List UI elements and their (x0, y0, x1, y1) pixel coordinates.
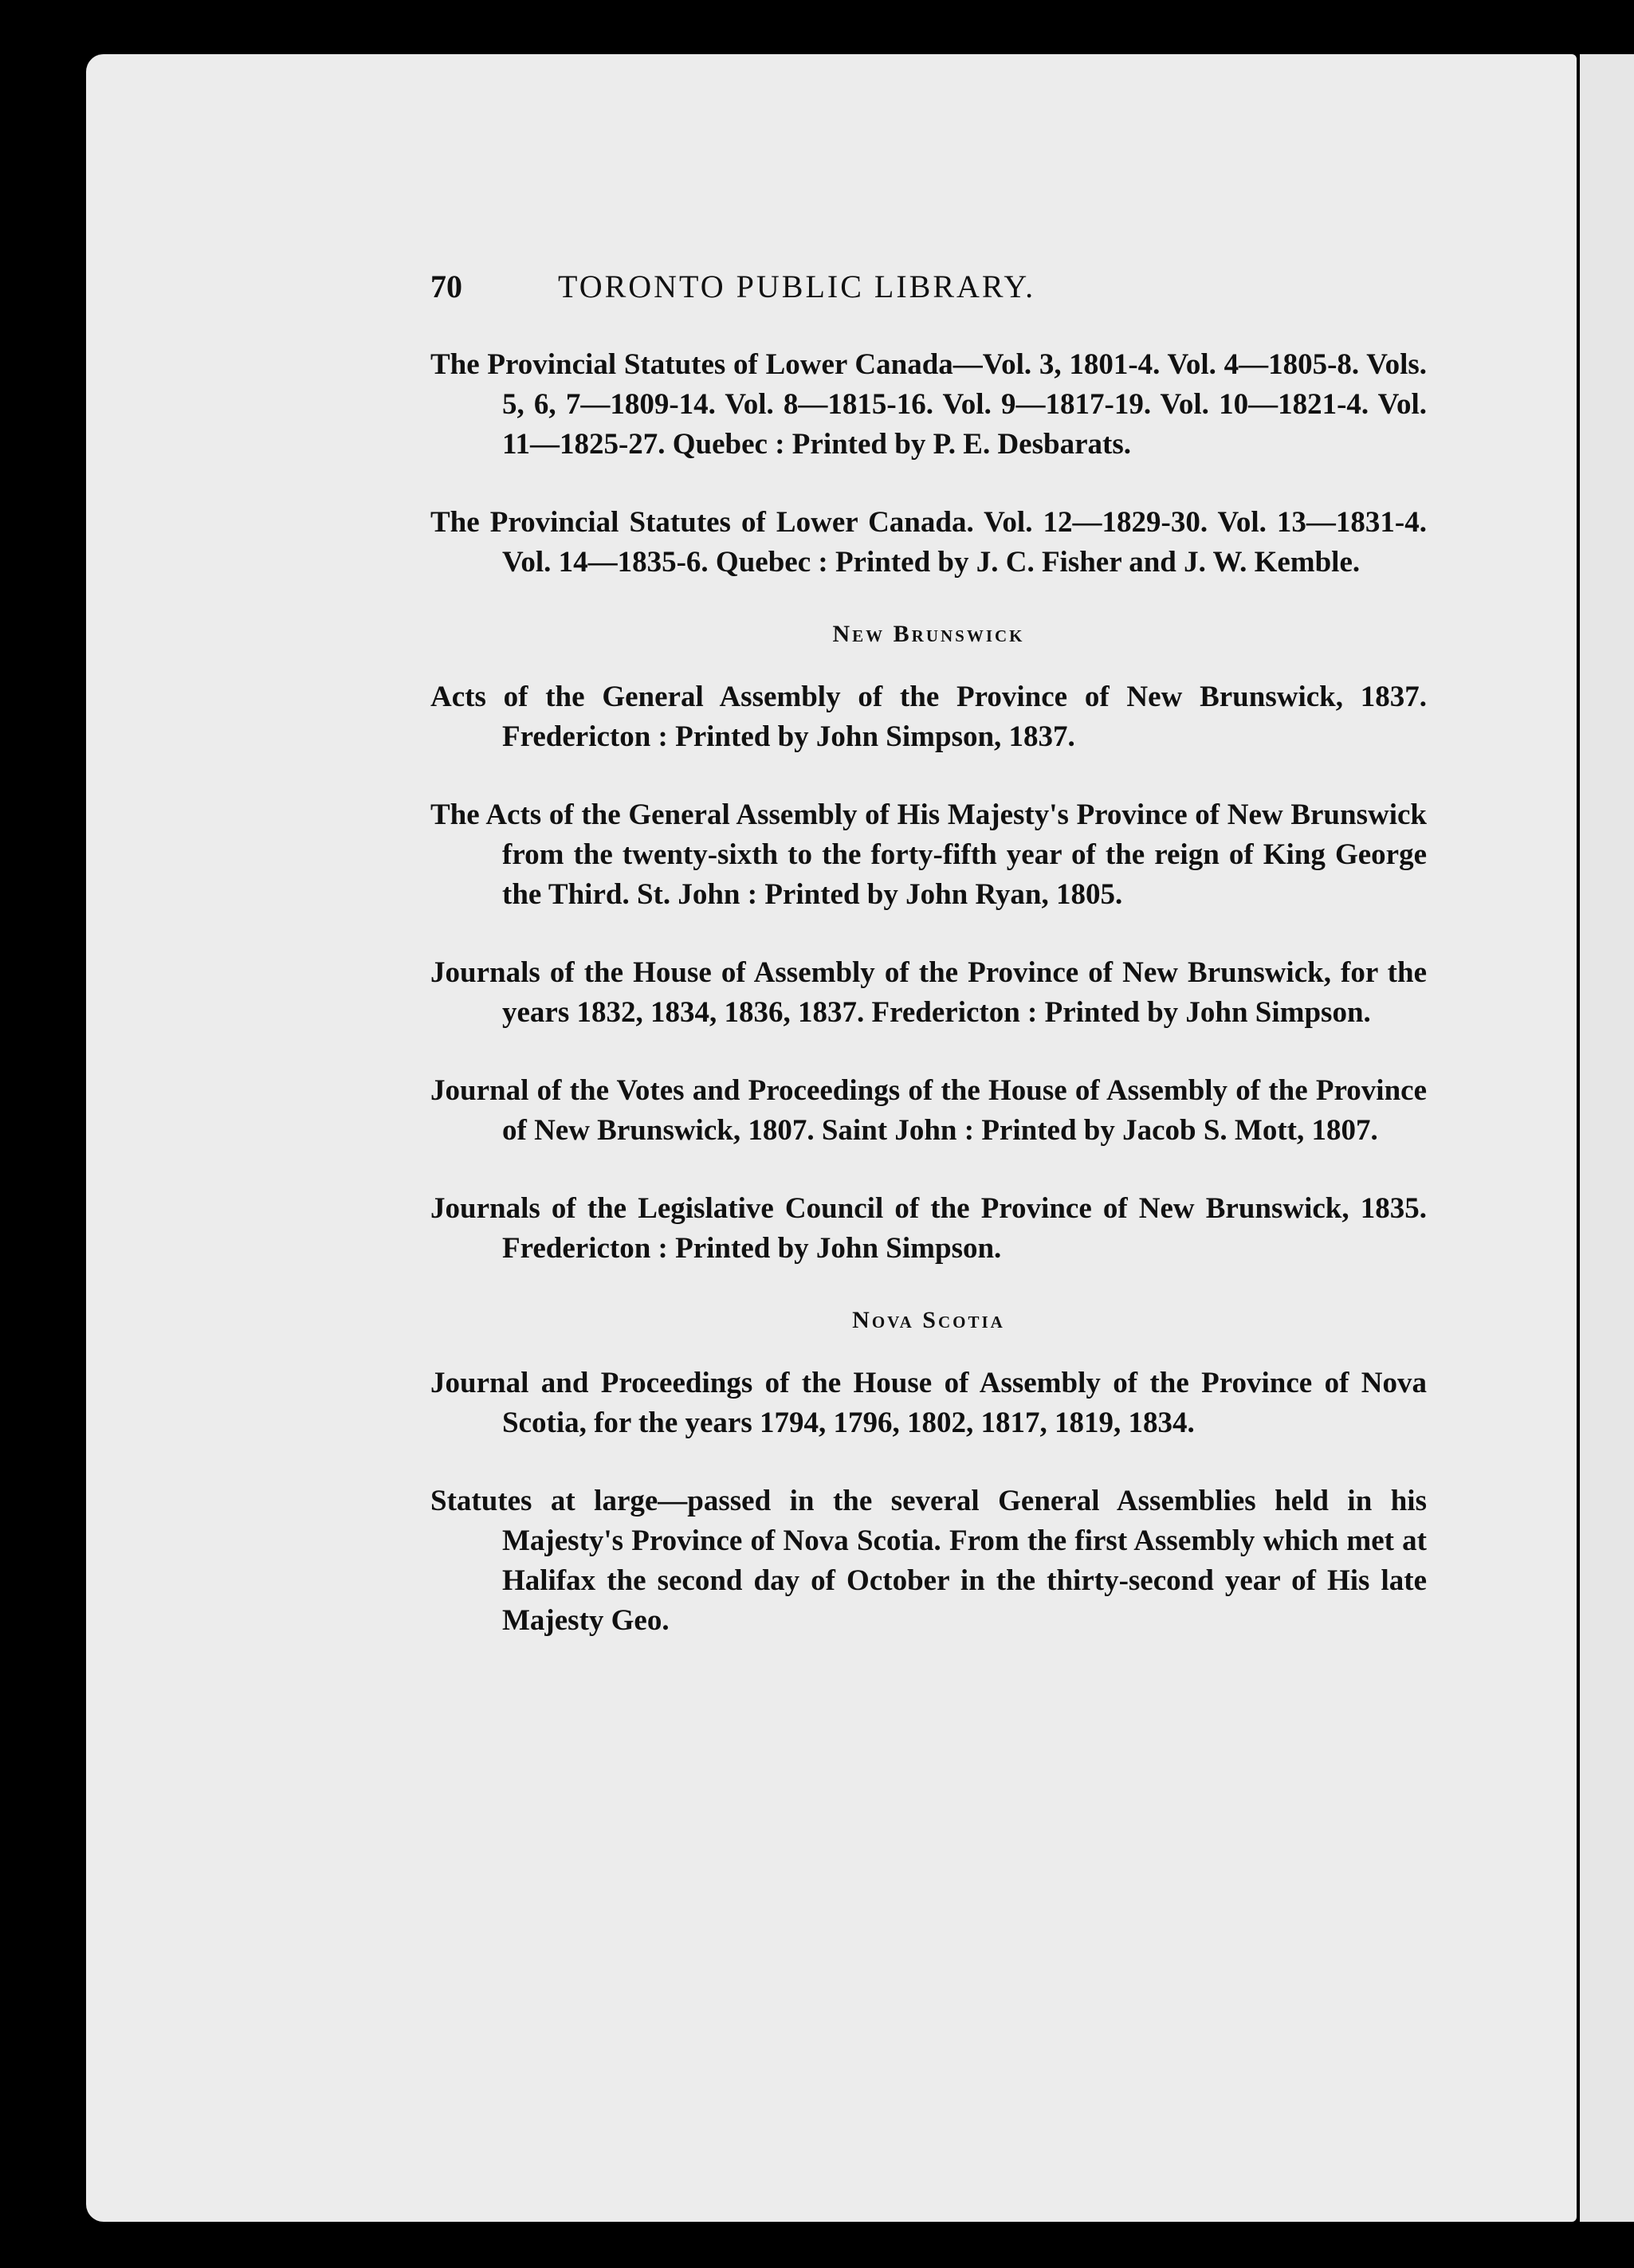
entry-new-brunswick-acts-1837: Acts of the General Assembly of the Province of New Brunswick, 1837. Fredericton : Printed by John Simpson, 1837. (430, 681, 1427, 753)
running-head (430, 268, 1427, 316)
entry-lower-canada-statutes-1: The Provincial Statutes of Lower Canada—Vol. 3, 1801-4. Vol. 4—1805-8. Vols. 5, 6, 7—1809-14. Vol. 8—1815-16. Vol. 9—1817-19. Vol. 10—1821-4. Vol. 11—1825-27. Quebec : Printed by P. E. Desbarats. (430, 348, 1427, 461)
page-content (430, 268, 1427, 1679)
running-head-title: TORONTO PUBLIC LIBRARY. (558, 269, 1036, 304)
section-heading-nova-scotia: Nova Scotia (852, 1307, 1005, 1333)
entry-new-brunswick-acts-1805: The Acts of the General Assembly of His Majesty's Province of New Brunswick from the twenty-sixth to the forty-fifth year of the reign of King George the Third. St. John : Printed by John Ryan, 1805. (430, 799, 1427, 911)
facing-page-edge (1580, 54, 1634, 2222)
entry-new-brunswick-journals-house: Journals of the House of Assembly of the Province of New Brunswick, for the years 1832, 1834, 1836, 1837. Fredericton : Printed by John Simpson. (430, 956, 1427, 1029)
entry-new-brunswick-legislative-council: Journals of the Legislative Council of the Province of New Brunswick, 1835. Fredericton : Printed by John Simpson. (430, 1192, 1427, 1265)
page-number: 70 (430, 269, 462, 304)
section-heading-new-brunswick: New Brunswick (832, 621, 1025, 647)
entry-nova-scotia-journal: Journal and Proceedings of the House of Assembly of the Province of Nova Scotia, for the years 1794, 1796, 1802, 1817, 1819, 1834. (430, 1367, 1427, 1439)
entry-nova-scotia-statutes: Statutes at large—passed in the several General Assemblies held in his Majesty's Province of Nova Scotia. From the first Assembly which met at Halifax the second day of October in the thirty-second year of His late Majesty Geo. (430, 1485, 1427, 1637)
entry-new-brunswick-votes-proceedings: Journal of the Votes and Proceedings of the House of Assembly of the Province of New Brunswick, 1807. Saint John : Printed by Jacob S. Mott, 1807. (430, 1074, 1427, 1147)
entry-lower-canada-statutes-2: The Provincial Statutes of Lower Canada. Vol. 12—1829-30. Vol. 13—1831-4. Vol. 14—1835-6. Quebec : Printed by J. C. Fisher and J. W. Kemble. (430, 506, 1427, 579)
